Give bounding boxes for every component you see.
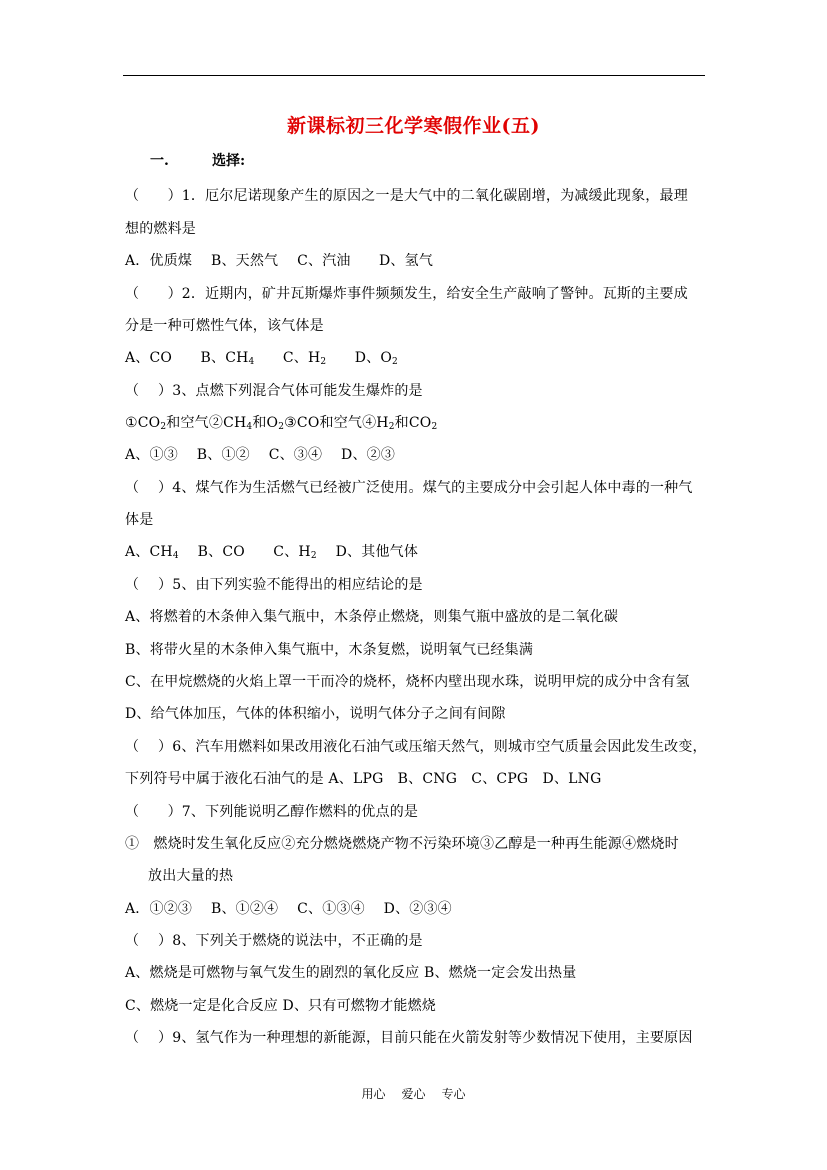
section-number: 一. [150, 153, 169, 169]
footer-word: 专心 [441, 1087, 466, 1101]
question-line: $①CO_2$和空气$②CH_4$和$O_2③CO$和空气$④H_2$和$CO_2$ [125, 415, 438, 432]
question-line: （ ）9、氢气作为一种理想的新能源，目前只能在火箭发射等少数情况下使用，主要原因 [125, 1030, 693, 1046]
question-line: 体是 [125, 512, 154, 528]
answer-option: D、给气体加压，气体的体积缩小，说明气体分子之间有间隙 [125, 706, 506, 722]
footer-word: 爱心 [401, 1087, 426, 1101]
answer-options: A．①②③ B、①②④ C、①③④ D、②③④ [125, 901, 452, 917]
answer-option: C、燃烧一定是化合反应 D、只有可燃物才能燃烧 [125, 998, 436, 1014]
answer-option: A、将燃着的木条伸入集气瓶中，木条停止燃烧，则集气瓶中盛放的是二氧化碳 [125, 609, 619, 625]
answer-options: A、CO B、$CH_4$ C、$H_2$ D、$O_2$ [125, 350, 398, 367]
question-line: 分是一种可燃性气体，该气体是 [125, 318, 324, 334]
section-heading [150, 150, 245, 170]
answer-options: A、$CH_4$ B、CO C、$H_2$ D、其他气体 [125, 544, 419, 561]
answer-option: A、燃烧是可燃物与氧气发生的剧烈的氧化反应 B、燃烧一定会发出热量 [125, 965, 577, 981]
answer-options: A、①③ B、①② C、③④ D、②③ [125, 447, 396, 463]
question-line: （ ）4、煤气作为生活燃气已经被广泛使用。煤气的主要成分中会引起人体中毒的一种气 [125, 480, 693, 496]
question-line: （ ）6、汽车用燃料如果改用液化石油气或压缩天然气，则城市空气质量会因此发生改变， [125, 739, 707, 755]
question-line: （ ）3、点燃下列混合气体可能发生爆炸的是 [125, 383, 423, 399]
question-line: （ ）1．厄尔尼诺现象产生的原因之一是大气中的二氧化碳剧增，为减缓此现象，最理 [125, 188, 688, 204]
question-line: （ ）2．近期内，矿井瓦斯爆炸事件频频发生，给安全生产敲响了警钟。瓦斯的主要成 [125, 286, 688, 302]
answer-option: C、在甲烷燃烧的火焰上罩一干而冷的烧杯，烧杯内壁出现水珠，说明甲烷的成分中含有氢 [125, 674, 690, 690]
answer-option: B、将带火星的木条伸入集气瓶中，木条复燃，说明氧气已经集满 [125, 642, 534, 658]
statement-list: ① 燃烧时发生氧化反应②充分燃烧燃烧产物不污染环境③乙醇是一种再生能源④燃烧时 [125, 836, 679, 852]
question-line: 下列符号中属于液化石油气的是 A、LPG B、CNG C、CPG D、LNG [125, 771, 602, 787]
section-label: 选择: [212, 153, 246, 169]
page-title: 新课标初三化学寒假作业(五) [287, 115, 540, 137]
question-line: （ ）7、下列能说明乙醇作燃料的优点的是 [125, 804, 419, 820]
footer-word: 用心 [361, 1087, 386, 1101]
question-line: （ ）5、由下列实验不能得出的相应结论的是 [125, 577, 423, 593]
question-line: （ ）8、下列关于燃烧的说法中，不正确的是 [125, 933, 423, 949]
statement-list: 放出大量的热 [148, 868, 234, 884]
answer-options: A．优质煤 B、天然气 C、汽油 D、氢气 [125, 253, 434, 269]
header-rule [123, 75, 705, 76]
question-line: 想的燃料是 [125, 221, 196, 237]
page-footer [0, 1085, 827, 1102]
